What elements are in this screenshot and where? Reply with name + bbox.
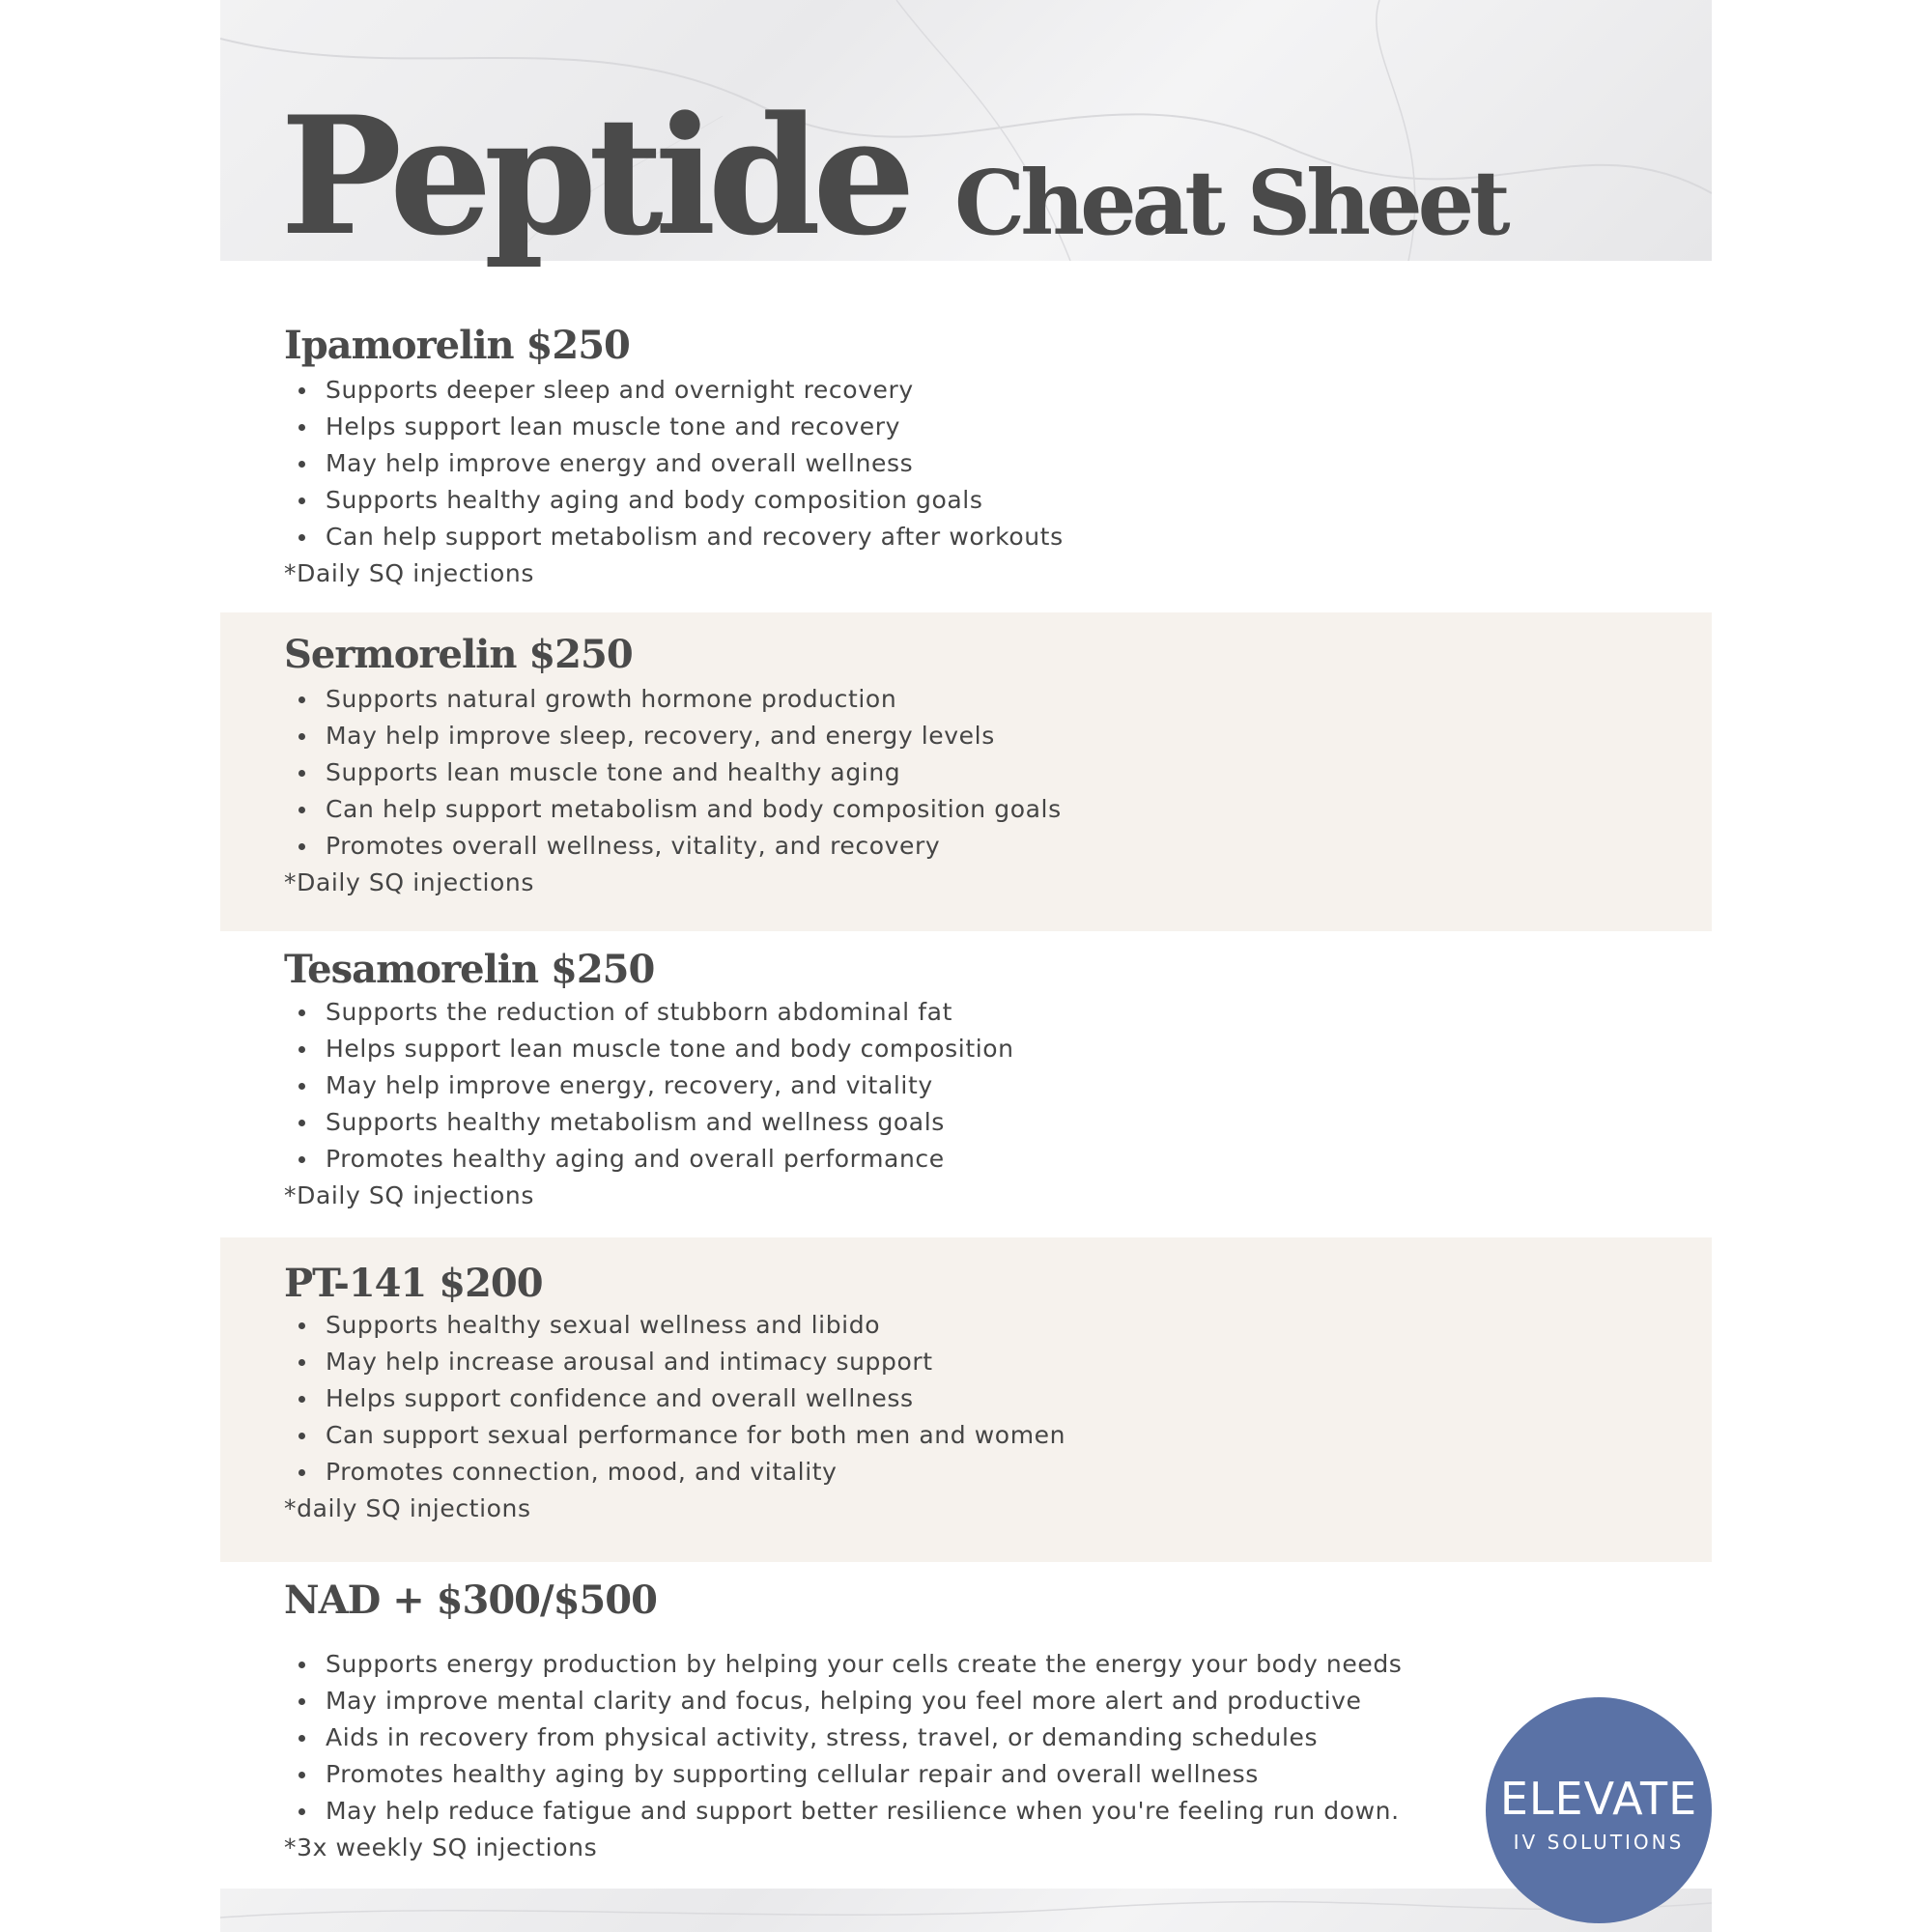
list-item: Helps support lean muscle tone and body composition (284, 1031, 1014, 1067)
dosage-note: *daily SQ injections (284, 1494, 531, 1522)
list-item: Can help support metabolism and body composition goals (284, 791, 1062, 828)
list-item: Helps support lean muscle tone and recovery (284, 409, 1064, 445)
list-item: May help improve energy, recovery, and vitality (284, 1067, 1014, 1104)
benefit-list (284, 1646, 1402, 1830)
marble-footer-background (220, 1889, 1712, 1932)
benefit-list (284, 372, 1064, 555)
list-item: Helps support confidence and overall wellness (284, 1380, 1065, 1417)
dosage-note: *Daily SQ injections (284, 559, 534, 587)
section-heading: NAD + $300/$500 (284, 1577, 657, 1623)
list-item: Supports healthy metabolism and wellness goals (284, 1104, 1014, 1141)
list-item: May help increase arousal and intimacy support (284, 1344, 1065, 1380)
section-heading: Tesamorelin $250 (284, 947, 655, 992)
benefit-list (284, 1307, 1065, 1491)
section-ipamorelin (220, 261, 1712, 612)
title-sub: Cheat Sheet (954, 151, 1506, 255)
section-heading: Sermorelin $250 (284, 632, 633, 677)
list-item: May help improve energy and overall wellness (284, 445, 1064, 482)
list-item: Can help support metabolism and recovery after workouts (284, 519, 1064, 555)
list-item: Promotes connection, mood, and vitality (284, 1454, 1065, 1491)
list-item: Supports energy production by helping your cells create the energy your body needs (284, 1646, 1402, 1683)
dosage-note: *3x weekly SQ injections (284, 1833, 598, 1861)
benefit-list (284, 681, 1062, 865)
dosage-note: *Daily SQ injections (284, 868, 534, 896)
logo-wordmark: ELEVATE (1499, 1773, 1698, 1825)
list-item: Supports healthy sexual wellness and libido (284, 1307, 1065, 1344)
elevate-logo (1486, 1697, 1712, 1923)
list-item: Supports natural growth hormone production (284, 681, 1062, 718)
section-heading: Ipamorelin $250 (284, 323, 630, 368)
section-pt-141 (220, 1237, 1712, 1562)
cheat-sheet-page (220, 0, 1712, 1932)
logo-subtitle: IV SOLUTIONS (1513, 1831, 1685, 1854)
list-item: Promotes healthy aging by supporting cellular repair and overall wellness (284, 1756, 1402, 1793)
section-sermorelin (220, 612, 1712, 931)
benefit-list (284, 994, 1014, 1178)
list-item: May help improve sleep, recovery, and energy levels (284, 718, 1062, 754)
section-heading: PT-141 $200 (284, 1261, 543, 1306)
list-item: Promotes overall wellness, vitality, and recovery (284, 828, 1062, 865)
title-main: Peptide (280, 80, 907, 271)
list-item: Aids in recovery from physical activity, stress, travel, or demanding schedules (284, 1719, 1402, 1756)
section-tesamorelin (220, 931, 1712, 1237)
list-item: May help reduce fatigue and support better resilience when you're feeling run down. (284, 1793, 1402, 1830)
dosage-note: *Daily SQ injections (284, 1181, 534, 1209)
marble-veins (220, 1889, 1712, 1932)
list-item: Supports the reduction of stubborn abdominal fat (284, 994, 1014, 1031)
list-item: Supports lean muscle tone and healthy aging (284, 754, 1062, 791)
list-item: May improve mental clarity and focus, helping you feel more alert and productive (284, 1683, 1402, 1719)
list-item: Supports deeper sleep and overnight recovery (284, 372, 1064, 409)
list-item: Can support sexual performance for both men and women (284, 1417, 1065, 1454)
list-item: Promotes healthy aging and overall performance (284, 1141, 1014, 1178)
list-item: Supports healthy aging and body composition goals (284, 482, 1064, 519)
